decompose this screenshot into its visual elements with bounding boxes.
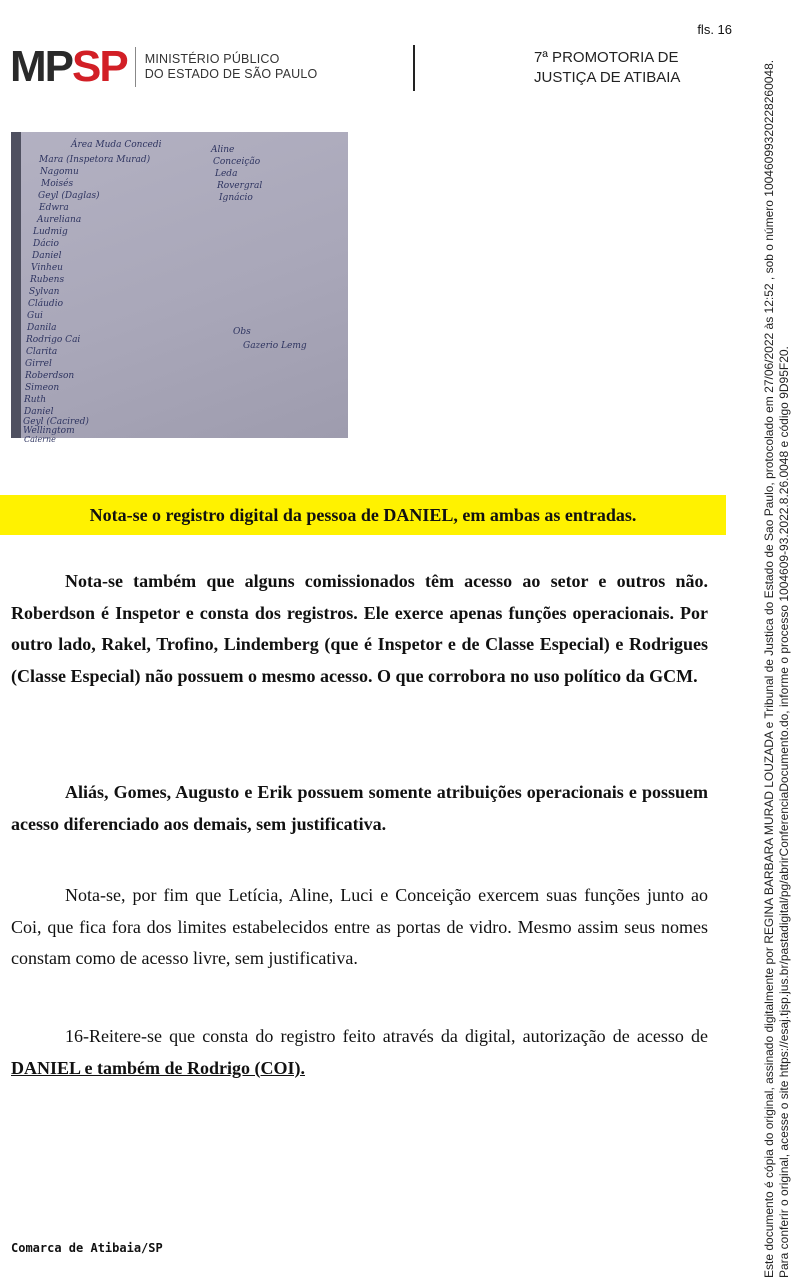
handwritten-name: Rovergral (217, 181, 263, 191)
handwritten-name: Wellingtom (23, 426, 75, 436)
paragraph-item-16 (11, 1021, 708, 1084)
footer-comarca: Comarca de Atibaia/SP (11, 1241, 163, 1255)
handwritten-name: Roberdson (25, 371, 75, 381)
photo-dark-edge (11, 132, 21, 438)
highlighted-note: Nota-se o registro digital da pessoa de DANIEL, em ambas as entradas. (0, 495, 726, 535)
handwritten-name: Sylvan (29, 287, 60, 297)
handwritten-name: Geyl (Daglas) (38, 191, 100, 201)
header-divider (413, 45, 415, 91)
handwritten-name: Gui (27, 311, 43, 321)
handwritten-name: Ignácio (219, 193, 253, 203)
handwritten-signature-note: Obs (233, 327, 251, 337)
promotoria-line-1: 7ª PROMOTORIA DE (534, 49, 679, 66)
handwritten-name: Mara (Inspetora Murad) (39, 155, 151, 165)
logo-mp: MP (10, 42, 72, 91)
handwritten-name: Ruth (24, 395, 46, 405)
logo-line-2: DO ESTADO DE SÃO PAULO (144, 67, 318, 81)
handwritten-name: Aureliana (37, 215, 82, 225)
handwritten-name: Ludmig (33, 227, 68, 237)
paragraph-commissioned-access: Nota-se também que alguns comissionados têm acesso ao setor e outros não. Roberdson é Inspetor e consta dos registros. Ele exerce apenas funções operacionais. Por outro lado, Rakel, Trofino, Lindemberg (que é Inspetor e de Classe Especial) e Rodrigues (Classe Especial) não possuem o mesmo acesso. O que corrobora no uso político da GCM. (11, 571, 708, 686)
handwritten-name: Girrel (25, 359, 52, 369)
digital-signature-note (762, 3, 791, 1278)
handwritten-name: Vinheu (31, 263, 63, 273)
page-number: fls. 16 (697, 22, 732, 37)
handwritten-name: Clarita (26, 347, 58, 357)
signature-note-line-2: Para conferir o original, acesse o site https://esaj.tjsp.jus.br/pastadigital/pg/abrirConferenciaDocumento.do, informe o processo 1004609-93.2022.8.26.0048 e código 9D95F20. (776, 346, 791, 1278)
handwritten-name: Danila (27, 323, 57, 333)
handwritten-name: Simeon (25, 383, 60, 393)
handwritten-name: Rubens (30, 275, 65, 285)
handwritten-name: Conceição (213, 157, 261, 167)
handwritten-name: Aline (211, 145, 235, 155)
logo-sp: SP (72, 42, 127, 91)
handwritten-name: Dácio (33, 239, 59, 249)
logo-separator (135, 47, 136, 87)
handwritten-name: Nagomu (40, 167, 79, 177)
logo-mark (10, 42, 127, 91)
handwritten-name: Cláudio (28, 299, 63, 309)
handwritten-name: Daniel (24, 407, 54, 417)
paragraph-item-16-emphasis: DANIEL e também de Rodrigo (COI). (11, 1057, 305, 1078)
paragraph-item-16-text: 16-Reitere-se que consta do registro feito através da digital, autorização de acesso de (65, 1026, 708, 1046)
paragraph-operational-duties: Aliás, Gomes, Augusto e Erik possuem somente atribuições operacionais e possuem acesso diferenciado aos demais, sem justificativa. (11, 782, 708, 834)
handwritten-name: Moisés (41, 179, 74, 189)
logo-text (145, 52, 318, 82)
handwritten-title: Área Muda Concedi (71, 140, 162, 150)
handwritten-name: Rodrigo Cai (26, 335, 81, 345)
paragraph-coi-staff: Nota-se, por fim que Letícia, Aline, Luci e Conceição exercem suas funções junto ao Coi, que fica fora dos limites estabelecidos entre as portas de vidro. Mesmo assim seus nomes constam como de acesso livre, sem justificativa. (11, 885, 708, 968)
handwritten-list-photo (11, 132, 348, 444)
handwritten-name: Geyl (Cacired) (23, 417, 89, 427)
handwritten-name: Daniel (32, 251, 62, 261)
signature-note-line-1: Este documento é cópia do original, assinado digitalmente por REGINA BARBARA MURAD LOUZADA e Tribunal de Justica do Estado de Sao Paulo, protocolado em 27/06/2022 às 12:52 , sob o número 10046099320228260048. (762, 59, 776, 1278)
promotoria-heading (534, 48, 680, 88)
handwritten-name: Caierne (24, 435, 56, 444)
handwritten-signature: Gazerio Lemg (243, 341, 307, 351)
logo-line-1: MINISTÉRIO PÚBLICO (144, 52, 280, 66)
promotoria-line-2: JUSTIÇA DE ATIBAIA (534, 69, 681, 86)
mpsp-logo (10, 44, 317, 90)
handwritten-name: Leda (215, 169, 238, 179)
handwritten-name: Edwra (39, 203, 69, 213)
